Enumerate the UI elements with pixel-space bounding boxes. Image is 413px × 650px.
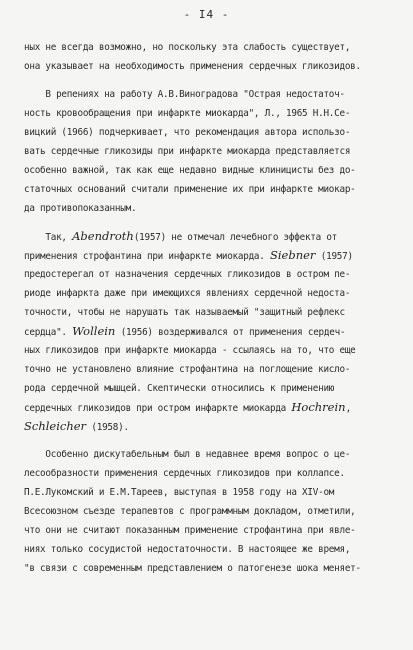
handwritten-name: Abendroth bbox=[72, 229, 134, 243]
typed-text: да противопоказанным. bbox=[24, 203, 137, 214]
text-line bbox=[24, 360, 396, 379]
body-text bbox=[24, 38, 396, 578]
handwritten-name: Siebner bbox=[269, 248, 316, 262]
handwritten-name: Wollein bbox=[72, 324, 116, 338]
typed-text: риоде инфаркта даже при имеющихся явлениях сердечной недоста- bbox=[24, 288, 351, 299]
text-line bbox=[24, 123, 396, 142]
page-number: - I4 - bbox=[183, 8, 230, 21]
typed-text: П.Е.Лукомский и Е.М.Тареев, выступая в 1958 году на XIV-ом bbox=[24, 487, 335, 498]
text-line bbox=[24, 246, 396, 265]
typed-text: ность кровообращения при инфаркте миокарда", Л., 1965 Н.Н.Се- bbox=[24, 108, 351, 119]
paragraph bbox=[24, 85, 396, 218]
text-line bbox=[24, 227, 396, 246]
text-line bbox=[24, 142, 396, 161]
typed-text: что они не считают показанным применение строфантина при явле- bbox=[24, 525, 356, 536]
typed-text: (1958). bbox=[86, 422, 129, 433]
paragraph-gap bbox=[24, 436, 396, 445]
typed-text: Всесоюзном съезде терапевтов с программным докладом, отметили, bbox=[24, 506, 356, 517]
text-line bbox=[24, 341, 396, 360]
text-line bbox=[24, 502, 396, 521]
text-line bbox=[24, 161, 396, 180]
text-line bbox=[24, 303, 396, 322]
text-line bbox=[24, 57, 396, 76]
typed-text: рода сердечной мышцей. Скептически относились к применению bbox=[24, 383, 335, 394]
text-line bbox=[24, 540, 396, 559]
paragraph-gap bbox=[24, 76, 396, 85]
text-line bbox=[24, 559, 396, 578]
text-line bbox=[24, 38, 396, 57]
typed-text: сердца". bbox=[24, 327, 73, 338]
paragraph bbox=[24, 227, 396, 436]
typed-text: "в связи с современным представлением о патогенезе шока меняет- bbox=[24, 563, 361, 574]
typed-text: В репениях на работу А.В.Виноградова "Острая недостаточ- bbox=[24, 89, 345, 100]
paragraph bbox=[24, 445, 396, 578]
typed-text: Особенно дискутабельным был в недавнее время вопрос о це- bbox=[24, 449, 351, 460]
paragraph-gap bbox=[24, 218, 396, 227]
typed-text: ных гликозидов при инфаркте миокарда - ссылаясь на то, что еще bbox=[24, 345, 356, 356]
text-line bbox=[24, 284, 396, 303]
text-line bbox=[24, 483, 396, 502]
typed-text: статочных оснований считали применение их при инфаркте миокар- bbox=[24, 184, 356, 195]
text-line bbox=[24, 464, 396, 483]
typed-text: (1957) bbox=[315, 251, 353, 262]
typed-text: применения строфантина при инфаркте миокарда. bbox=[24, 251, 270, 262]
handwritten-name: Hochrein bbox=[291, 400, 346, 414]
handwritten-name: Schleicher bbox=[24, 419, 87, 433]
typed-text: предостерегал от назначения сердечных гликозидов в остром пе- bbox=[24, 269, 351, 280]
typed-text: Так, bbox=[24, 232, 73, 243]
text-line bbox=[24, 180, 396, 199]
typed-text: ных не всегда возможно, но поскольку эта слабость существует, bbox=[24, 42, 351, 53]
paragraph bbox=[24, 38, 396, 76]
typed-text: особенно важной, так как еще недавно видные клиницисты без до- bbox=[24, 165, 356, 176]
typed-text: точно не установлено влияние строфантина на поглощение кисло- bbox=[24, 364, 351, 375]
typed-text: она указывает на необходимость применения сердечных гликозидов. bbox=[24, 61, 361, 72]
text-line bbox=[24, 417, 396, 436]
typed-text: лесообразности применения сердечных гликозидов при коллапсе. bbox=[24, 468, 345, 479]
typed-text: (1957) не отмечал лечебного эффекта от bbox=[133, 232, 338, 243]
text-line bbox=[24, 199, 396, 218]
text-line bbox=[24, 104, 396, 123]
typed-text: сердечных гликозидов при остром инфаркте миокарда bbox=[24, 403, 292, 414]
typed-text: (1956) воздерживался от применения сердеч- bbox=[115, 327, 346, 338]
text-line bbox=[24, 85, 396, 104]
text-line bbox=[24, 379, 396, 398]
text-line bbox=[24, 265, 396, 284]
text-line bbox=[24, 322, 396, 341]
typed-text: вать сердечные гликозиды при инфаркте миокарда представляется bbox=[24, 146, 351, 157]
text-line bbox=[24, 445, 396, 464]
typed-text: точности, чтобы не нарушать так называемый "защитный рефлекс bbox=[24, 307, 345, 318]
text-line bbox=[24, 398, 396, 417]
typed-text: ниях только сосудистой недостаточности. В настоящее же время, bbox=[24, 544, 351, 555]
text-line bbox=[24, 521, 396, 540]
typed-text: , bbox=[345, 403, 351, 414]
typed-text: вицкий (1966) подчеркивает, что рекомендация автора использо- bbox=[24, 127, 351, 138]
